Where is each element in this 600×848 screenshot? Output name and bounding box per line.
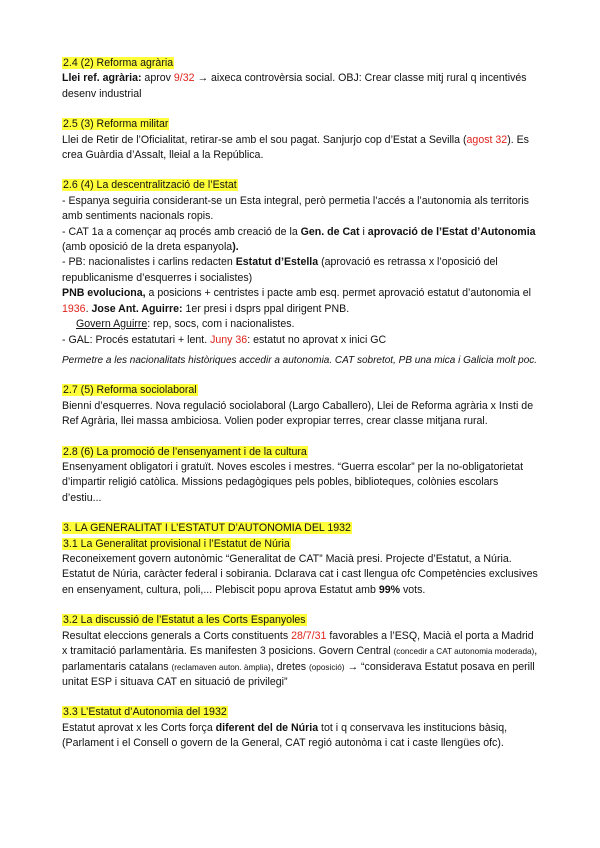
italic-note: Permetre a les nacionalitats històriques accedir a autonomia. CAT sobretot, PB una mica i Galicia molt poc. [62,354,538,366]
bullet-line [62,255,540,286]
text-run: - GAL: Procés estatutari + lent. [62,333,211,346]
bold-term: Jose Ant. Aguirre: [91,302,183,315]
text-run: - PB: nacionalistes i carlins redacten [62,256,236,269]
section-3-3 [62,705,540,751]
chapter-heading: 3. LA GENERALITAT I L’ESTATUT D’AUTONOMIA DEL 1932 [63,522,351,535]
date-red: 28/7/31 [291,629,327,642]
date-red: 1936 [62,302,86,315]
text-run: tot i q conservava les institucions bàsiq, (Parlament i el Consell o govern de la General, CAT regió autonòma i cat i caste llengües ofc). [62,721,508,750]
small-note: (concedir a CAT autonomia moderada) [393,647,535,657]
section-heading: 2.7 (5) Reforma sociolaboral [63,384,197,397]
bold-term: diferent del de Núria [215,721,319,734]
text-run: : rep, socs, com i nacionalistes. [147,318,295,331]
bold-term: Llei ref. agrària: [62,72,142,85]
text-run: : estatut no aprovat x inici GC [247,333,387,346]
section-2-4 [62,56,540,102]
text-run: favorables a l’ESQ, Macià el porta a Madrid x tramitació parlamentària. Es manifesten 3 posicions. Govern Central [62,629,534,658]
bold-term: aprovació de l’Estat d’Autonomia [367,225,536,238]
text-run: Llei de Retir de l’Oficialitat, retirar-se amb el sou pagat. Sanjurjo cop d’Estat a Sevilla ( [62,133,467,146]
text-run: aprov [141,72,174,85]
section-heading: 3.1 La Generalitat provisional i l’Estatut de Núria [63,537,290,550]
section-3 [62,521,540,598]
section-text: Ensenyament obligatori i gratuït. Noves escoles i mestres. “Guerra escolar” per la no-obligatorietat d’impartir religió catòlica. Missions pedagògiques pels pobles, biblioteques, colònies escolars d’estiu... [62,461,524,504]
section-2-6 [62,178,540,368]
section-text [62,133,540,164]
section-heading: 2.4 (2) Reforma agrària [63,57,174,69]
text-run: vots. [400,583,426,596]
section-heading: 3.2 La discussió de l’Estatut a les Corts Espanyoles [63,614,306,627]
text-run: a posicions + centristes i pacte amb esq. permet aprovació estatut d’autonomia el [145,287,532,300]
section-3-2 [62,613,540,690]
bold-term: ). [232,241,239,254]
bold-term: Gen. de Cat [300,225,360,238]
small-note: (oposició) [309,662,345,672]
text-run: Resultat eleccions generals a Corts constituents [62,629,292,642]
text-run: - CAT 1a a començar aq procés amb creació de la [62,225,301,238]
document-page [62,56,540,767]
bullet-line [62,286,540,317]
section-heading: 2.8 (6) La promoció de l’ensenyament i de la cultura [63,445,307,458]
text-run: , dretes [270,660,310,673]
section-text [62,629,540,691]
text-run: (amb oposició de la dreta espanyola [62,241,233,254]
section-text [62,721,540,752]
section-heading: 3.3 L’Estatut d’Autonomia del 1932 [63,706,227,719]
section-2-7 [62,383,540,429]
bullet-line [62,225,540,256]
text-run: → aixeca controvèrsia social. OBJ: Crear classe mitj rural q incentivés desenv industrial [62,72,527,100]
section-2-5 [62,117,540,163]
section-heading: 2.6 (4) La descentralització de l’Estat [63,179,237,192]
text-run: 1er presi i dsprs ppal dirigent PNB. [182,302,350,315]
bullet-line [62,333,540,348]
section-text [62,71,540,102]
bold-term: PNB evoluciona, [62,287,146,300]
text-run: Reconeixement govern autonòmic “Generalitat de CAT” Macià presi. Projecte d’Estatut, a Núria. Estatut de Núria, caràcter federal i sobirania. Dclarava cat i cast llengua ofc Competències exclusives en ensenyament, cultura, poli,... Plebiscit popu aprova Estatut amb [62,553,538,596]
text-run: ). Es crea Guàrdia d’Assalt, lleial a la República. [62,133,529,162]
section-text: Bienni d’esquerres. Nova regulació sociolaboral (Largo Caballero), Llei de Reforma agrària x Insti de Ref Agrària, llei massa ambiciosa. Volien poder expropiar terres, crear classe mitjana rural. [62,399,534,428]
section-2-8 [62,445,540,507]
section-text [62,552,540,598]
bullet-line [62,317,540,332]
date-red: Juny 36 [210,333,248,346]
text-run: Estatut aprovat x les Corts força [62,721,216,734]
bullet-line: - Espanya seguiria considerant-se un Esta integral, però permetia l’accés a l’autonomia als territoris amb sentiments nacionals ropis. [62,194,529,223]
text-run: (aprovació es retrassa x l’oposició del republicanisme d’esquerres i socialistes) [62,256,498,284]
bold-term: 99% [378,583,401,596]
small-note: (reclamaven auton. àmplia) [171,662,271,672]
text-run: . [85,302,92,315]
text-run: i [359,225,368,238]
text-run: , parlamentaris catalans [62,645,538,673]
bold-term: Estatut d’Estella [235,256,319,269]
date-red: 9/32 [173,72,195,85]
section-heading: 2.5 (3) Reforma militar [63,118,169,131]
underlined-term: Govern Aguirre [76,318,148,331]
text-run: → “considerava Estatut posava en perill unitat ESP i situava CAT en situació de privilegi” [62,660,535,688]
date-red: agost 32 [466,133,508,146]
